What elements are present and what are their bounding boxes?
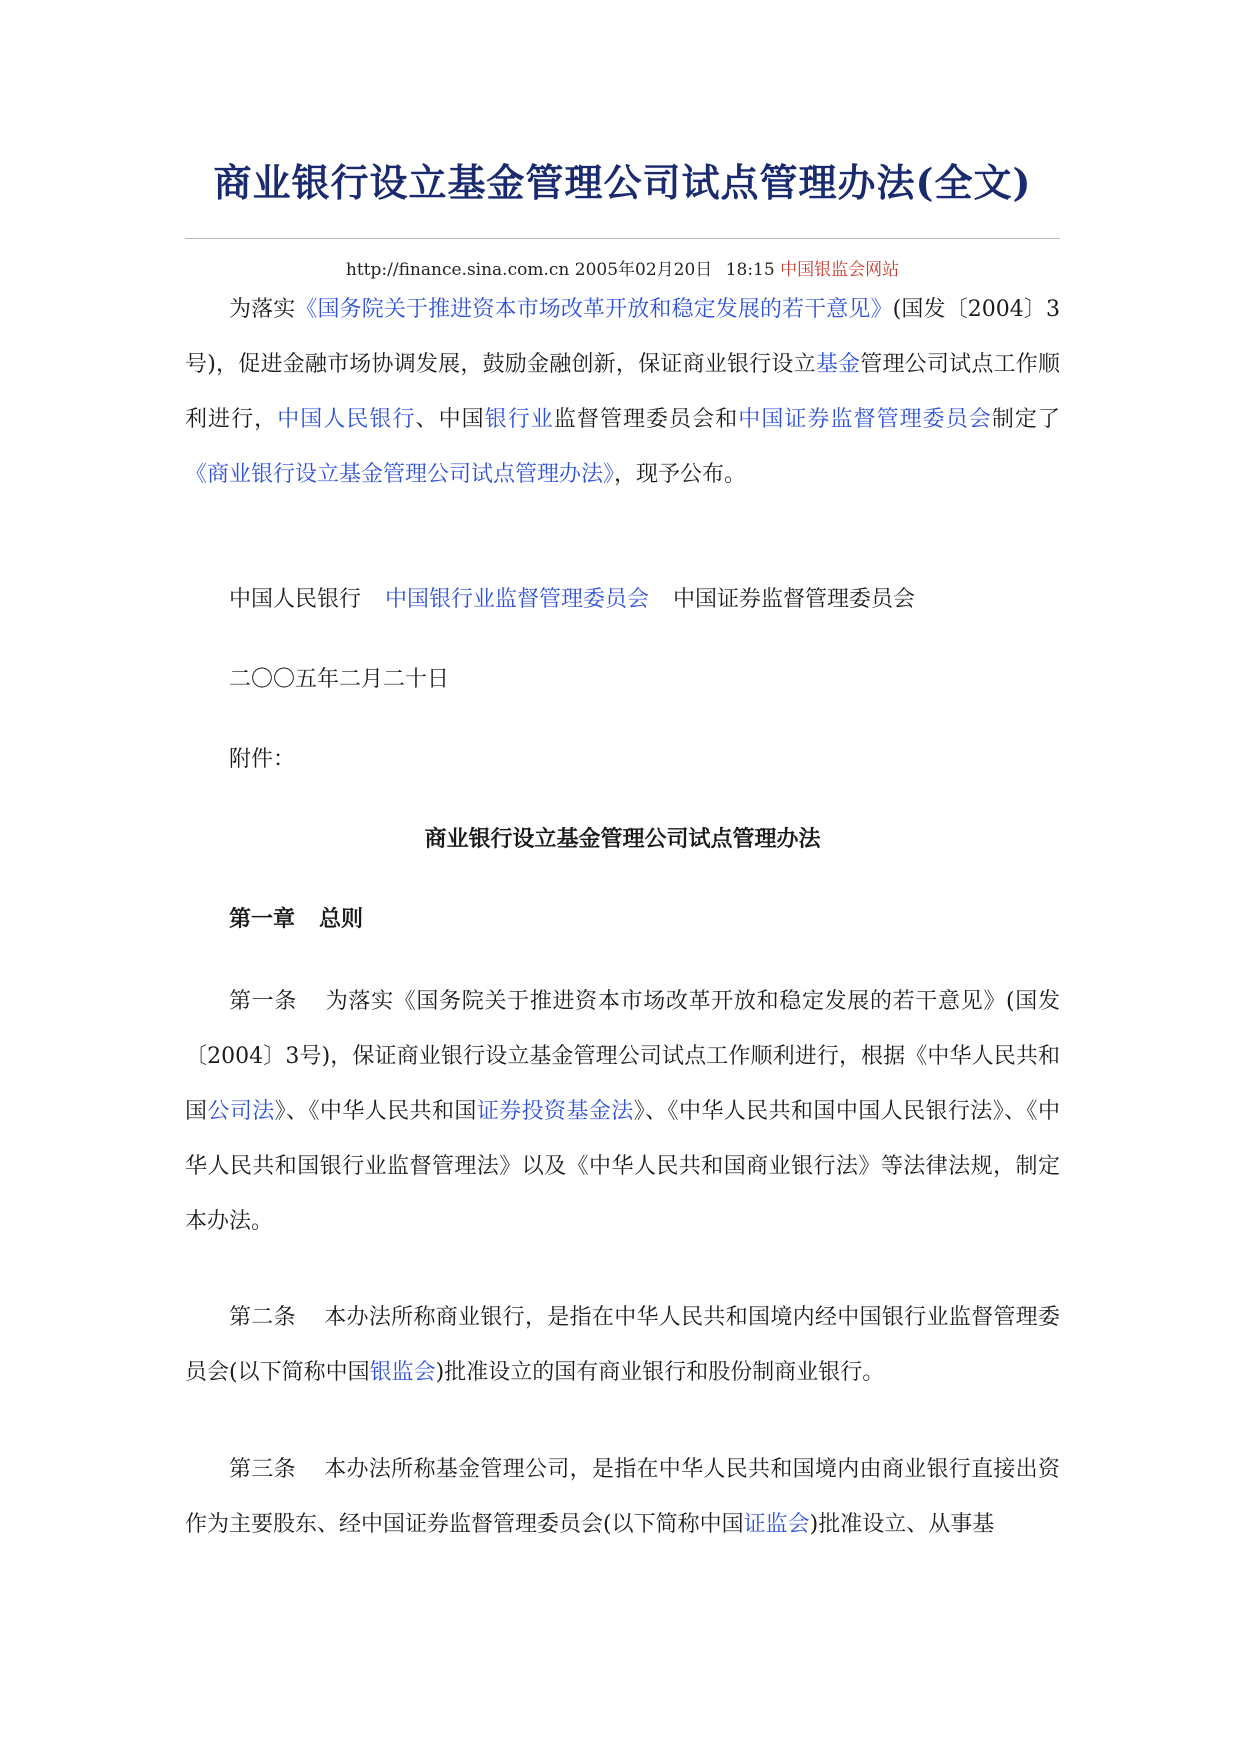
intro-text: 监督管理委员会和 [553, 407, 739, 432]
article-1 [185, 974, 1060, 1249]
meta-date: 2005年02月20日 [574, 260, 713, 280]
signers-line [185, 572, 1060, 627]
article-text: )批准设立的国有商业银行和股份制商业银行。 [435, 1360, 885, 1385]
meta-url: http://finance.sina.com.cn [345, 260, 570, 280]
company-law-link[interactable]: 公司法 [207, 1099, 275, 1124]
article-3 [185, 1442, 1060, 1552]
article-text: 》、《中华人民共和国 [274, 1099, 477, 1124]
cbrc-link[interactable]: 银监会 [369, 1360, 436, 1385]
article-text: )批准设立、从事基 [809, 1512, 995, 1537]
intro-text: ，现予公布。 [614, 462, 747, 487]
issue-date: 二〇〇五年二月二十日 [229, 667, 450, 692]
csrc-link[interactable]: 中国证券监督管理委员会 [738, 407, 992, 432]
signer-pboc: 中国人民银行 [229, 587, 362, 612]
meta-source-link[interactable]: 中国银监会网站 [780, 260, 900, 280]
pboc-link[interactable]: 中国人民银行 [277, 407, 416, 432]
article-label: 第二条 [229, 1305, 296, 1330]
intro-text: 管理公司试点工作顺利进行， [185, 352, 1060, 432]
page-title: 商业银行设立基金管理公司试点管理办法(全文) [213, 160, 1032, 205]
intro-text: 、中国 [415, 407, 485, 432]
intro-text: 为落实 [229, 297, 296, 322]
chapter-number: 第一章 [229, 906, 296, 932]
fund-law-link[interactable]: 证券投资基金法 [476, 1099, 634, 1124]
measures-link[interactable]: 《商业银行设立基金管理公司试点管理办法》 [185, 462, 615, 487]
meta-time: 18:15 [725, 260, 775, 280]
title-divider [185, 238, 1060, 239]
signer-cbrc-link[interactable]: 中国银行业监督管理委员会 [385, 587, 650, 612]
attachment-label: 附件： [229, 747, 296, 772]
article-text: 本办法所称商业银行，是指在中华人民共和国境内经中国银行业监督管理委员会(以下简称中国 [185, 1305, 1060, 1385]
intro-text: (国发〔2004〕3号)，促进金融市场协调发展，鼓励金融创新，保证商业银行设立 [185, 297, 1060, 377]
policy-link[interactable]: 《国务院关于推进资本市场改革开放和稳定发展的若干意见》 [295, 297, 893, 322]
document-title: 商业银行设立基金管理公司试点管理办法 [424, 826, 821, 852]
csrc-short-link[interactable]: 证监会 [743, 1512, 810, 1537]
chapter-heading [185, 892, 1060, 947]
article-label: 第一条 [229, 989, 298, 1014]
article-text: 为落实《国务院关于推进资本市场改革开放和稳定发展的若干意见》(国发〔2004〕3号)，保证商业银行设立基金管理公司试点工作顺利进行，根据《中华人民共和国 [185, 989, 1060, 1124]
chapter-name: 总则 [319, 906, 364, 932]
article-2 [185, 1290, 1060, 1400]
signer-csrc: 中国证券监督管理委员会 [673, 587, 916, 612]
article-text: 》、《中华人民共和国中国人民银行法》、《中华人民共和国银行业监督管理法》以及《中华人民共和国商业银行法》等法律法规，制定本办法。 [185, 1099, 1060, 1234]
banking-link[interactable]: 银行业 [484, 407, 554, 432]
intro-paragraph [185, 282, 1060, 502]
article-meta [185, 255, 1060, 280]
intro-text: 制定了 [991, 407, 1060, 432]
article-text: 本办法所称基金管理公司，是指在中华人民共和国境内由商业银行直接出资作为主要股东、经中国证券监督管理委员会(以下简称中国 [185, 1457, 1060, 1537]
article-label: 第三条 [229, 1457, 296, 1482]
fund-link[interactable]: 基金 [815, 352, 861, 377]
